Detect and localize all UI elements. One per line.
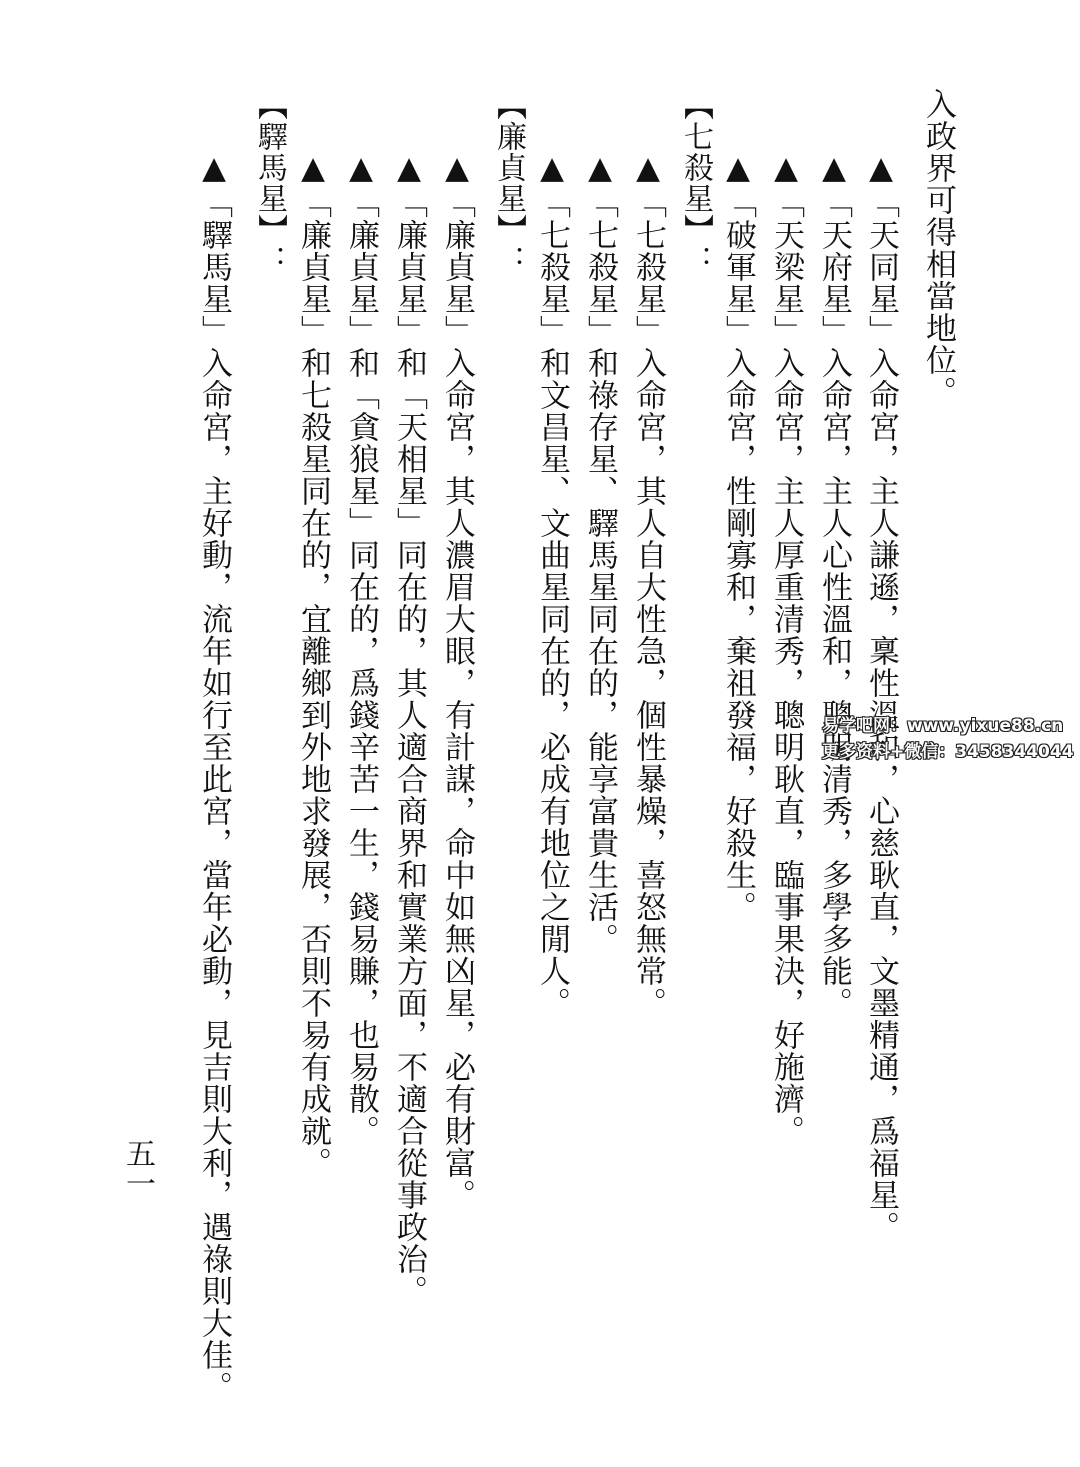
watermark-line-1: 易学吧网：www.yixue88.cn bbox=[822, 716, 1064, 736]
text-column-3: ▲「天府星」入命宮，主人心性溫和，聰明清秀，多學多能。 bbox=[816, 150, 852, 1019]
text-column-4: ▲「天梁星」入命宮，主人厚重清秀，聰明耿直，臨事果決，好施濟。 bbox=[768, 150, 804, 1147]
page-number: 五一 bbox=[120, 1138, 155, 1198]
section-heading-lianzhen: 【廉貞星】： bbox=[491, 90, 526, 276]
text-column-7: ▲「七殺星」入命宮，其人自大性急，個性暴燥，喜怒無常。 bbox=[630, 150, 666, 1019]
text-column-16: ▲「驛馬星」入命宮，主好動，流年如行至此宮，當年必動，見吉則大利，遇祿則大佳。 bbox=[196, 150, 232, 1403]
text-column-2: ▲「天同星」入命宮，主人謙遜，稟性溫和，心慈耿直，文墨精通，爲福星。 bbox=[863, 150, 899, 1243]
watermark-line-2: 更多资料+微信：3458344044 bbox=[822, 742, 1074, 762]
text-column-9: ▲「七殺星」和文昌星、文曲星同在的，必成有地位之閒人。 bbox=[534, 150, 570, 1019]
text-column-11: ▲「廉貞星」入命宮，其人濃眉大眼，有計謀，命中如無凶星，必有財富。 bbox=[439, 150, 475, 1211]
section-heading-yima: 【驛馬星】： bbox=[252, 90, 287, 276]
text-column-14: ▲「廉貞星」和七殺星同在的，宜離鄉到外地求發展，否則不易有成就。 bbox=[295, 150, 331, 1179]
text-column-8: ▲「七殺星」和祿存星、驛馬星同在的，能享富貴生活。 bbox=[582, 150, 618, 955]
text-column-12: ▲「廉貞星」和「天相星」同在的，其人適合商界和實業方面，不適合從事政治。 bbox=[391, 150, 427, 1307]
text-column-5: ▲「破軍星」入命宮，性剛寡和，棄祖發福，好殺生。 bbox=[720, 150, 756, 923]
text-column-13: ▲「廉貞星」和「貪狼星」同在的，爲錢辛苦一生，錢易賺，也易散。 bbox=[343, 150, 379, 1147]
text-column-1: 入政界可得相當地位。 bbox=[920, 88, 956, 408]
section-heading-qisha: 【七殺星】： bbox=[678, 90, 713, 276]
